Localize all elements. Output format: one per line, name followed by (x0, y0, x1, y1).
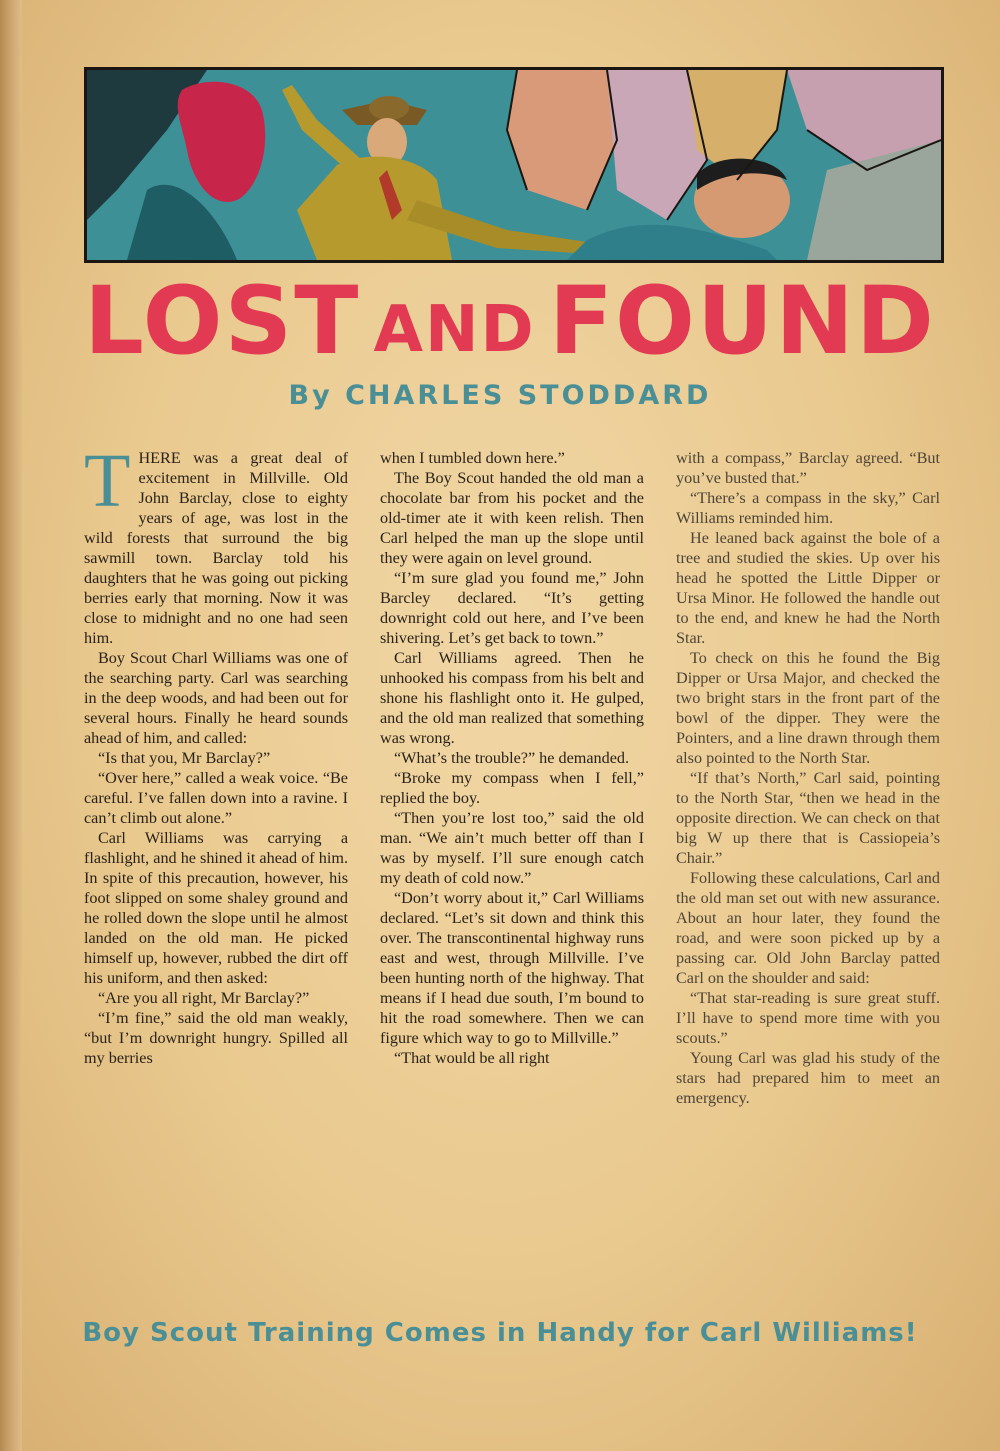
text-column-2 (380, 448, 644, 1068)
paragraph: “Over here,” called a weak voice. “Be careful. I’ve fallen down into a ravine. I can’t climb out alone.” (84, 769, 348, 827)
drop-cap: T (84, 439, 131, 523)
paragraph-text: HERE was a great deal of excitement in Millville. Old John Barclay, close to eighty years of age, was lost in the wild forests that surround the big sawmill town. Barclay told his daughters that he was going out picking berries early that morning. Now it was close to midnight and no one had seen him. (84, 449, 348, 647)
footer-tagline: Boy Scout Training Comes in Handy for Carl Williams! (82, 1318, 918, 1348)
text-column-3 (676, 448, 940, 1108)
header-illustration (84, 67, 944, 263)
paragraph: “Then you’re lost too,” said the old man. “We ain’t much better off than I was by myself. I’ll sure enough catch my death of cold now.” (380, 809, 644, 887)
paragraph: “Broke my compass when I fell,” replied the boy. (380, 769, 644, 807)
page-binding-edge (0, 0, 22, 1451)
story-title (80, 267, 940, 376)
paragraph: “That star-reading is sure great stuff. I’ll have to spend more time with you scouts.” (676, 989, 940, 1047)
paragraph: “I’m fine,” said the old man weakly, “but I’m downright hungry. Spilled all my berries (84, 1009, 348, 1067)
paragraph: To check on this he found the Big Dipper or Ursa Major, and checked the two bright stars in the front part of the bowl of the dipper. They were the Pointers, and a line drawn through them also pointed to the North Star. (676, 649, 940, 767)
paragraph: “That would be all right (394, 1049, 550, 1067)
paragraph: when I tumbled down here.” (380, 449, 565, 467)
paragraph: Boy Scout Charl Williams was one of the searching party. Carl was searching in the deep woods, and had been out for several hours. Finally he heard sounds ahead of him, and called: (84, 649, 348, 747)
paragraph: Carl Williams agreed. Then he unhooked his compass from his belt and shone his flashlight onto it. He gulped, and the old man realized that something was wrong. (380, 649, 644, 747)
paragraph: “I’m sure glad you found me,” John Barcley declared. “It’s getting downright cold out here, and I’ve been shivering. Let’s get back to town.” (380, 569, 644, 647)
text-column-1 (84, 439, 348, 1068)
paragraph: “Is that you, Mr Barclay?” (98, 749, 271, 767)
paragraph: “There’s a compass in the sky,” Carl Williams reminded him. (676, 489, 940, 527)
paragraph: He leaned back against the bole of a tree and studied the skies. Up over his head he spotted the Little Dipper or Ursa Minor. He followed the handle out to the end, and knew he had the North Star. (676, 529, 940, 647)
paragraph: “If that’s North,” Carl said, pointing to the North Star, “then we head in the opposite direction. We can check on that big W up there that is Cassiopeia’s Chair.” (676, 769, 940, 867)
paragraph: Following these calculations, Carl and the old man set out with new assurance. About an hour later, they found the road, and were soon picked up by a passing car. Old John Barclay patted Carl on the shoulder and said: (676, 869, 940, 987)
title-word-found: FOUND (548, 267, 936, 376)
paragraph: Carl Williams was carrying a flashlight, and he shined it ahead of him. In spite of this precaution, however, his foot slipped on some shaley ground and he rolled down the slope until he almost landed on the old man. He picked himself up, however, rubbed the dirt off his uniform, and then asked: (84, 829, 348, 987)
paragraph: The Boy Scout handed the old man a chocolate bar from his pocket and the old-timer ate it with keen relish. Then Carl helped the man up the slope until they were again on level ground. (380, 469, 644, 567)
paragraph: Young Carl was glad his study of the stars had prepared him to meet an emergency. (676, 1049, 940, 1107)
paragraph: “Are you all right, Mr Barclay?” (98, 989, 310, 1007)
paragraph: with a compass,” Barclay agreed. “But you’ve busted that.” (676, 449, 940, 487)
title-word-lost: LOST (84, 267, 361, 376)
title-word-and: AND (373, 293, 536, 367)
author-byline: By CHARLES STODDARD (288, 380, 712, 411)
paragraph: “Don’t worry about it,” Carl Williams declared. “Let’s sit down and think this over. The transcontinental highway runs east and west, through Millville. I’ve been hunting north of the highway. That means if I head due south, I’m bound to hit the road somewhere. Then we can figure which way to go to Millville.” (380, 889, 644, 1047)
paragraph: “What’s the trouble?” he demanded. (394, 749, 630, 767)
paragraph (84, 439, 348, 648)
